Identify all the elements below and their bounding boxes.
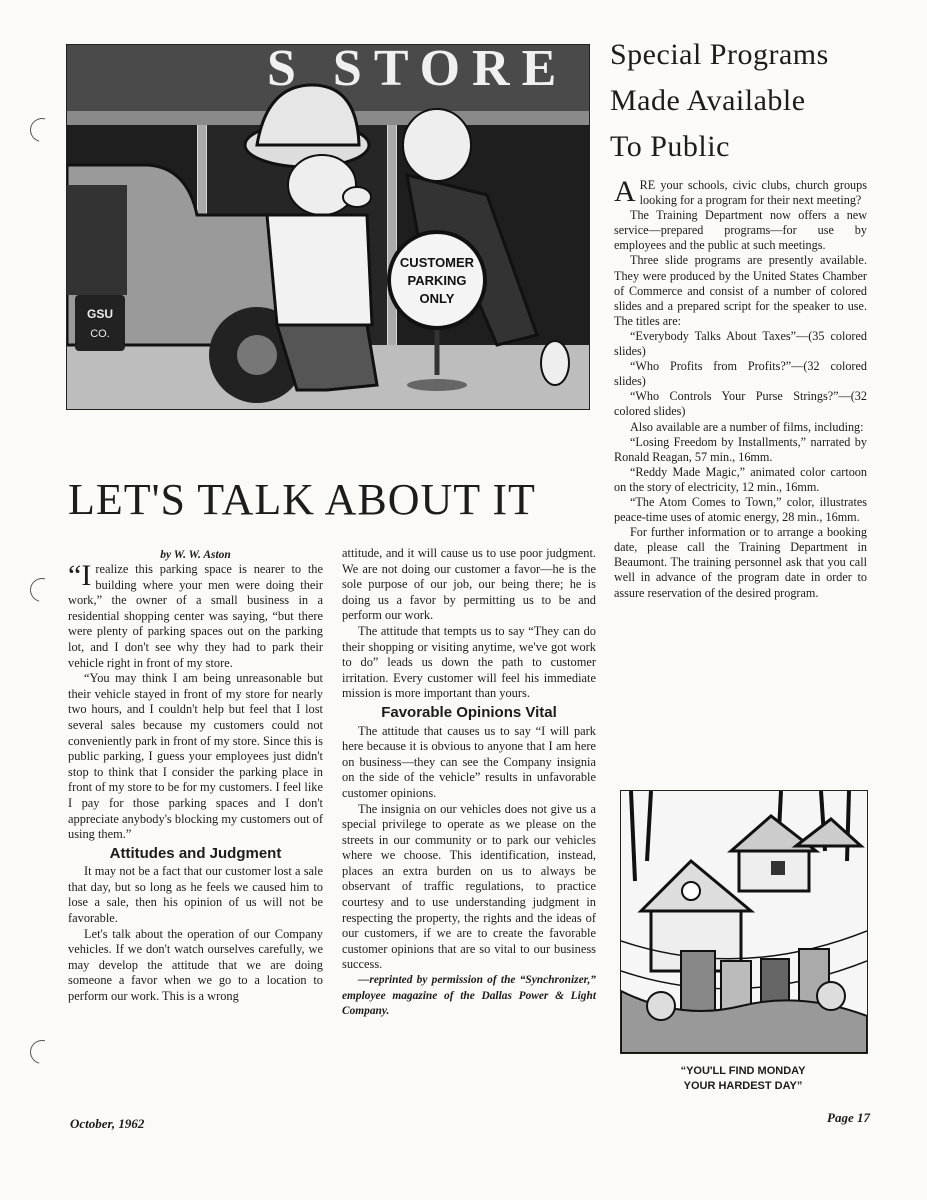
sidebar-paragraph-8: “Losing Freedom by Installments,” narrated by Ronald Reagan, 57 min., 16mm. — [614, 434, 867, 464]
truck-logo-line1: GSU — [86, 307, 114, 321]
article-column-1 — [68, 548, 323, 1005]
sidebar-title — [610, 32, 900, 170]
subhead-favorable: Favorable Opinions Vital — [381, 703, 557, 721]
sidebar-paragraph-5: “Who Profits from Profits?”—(32 colored slides) — [614, 359, 867, 389]
sidebar-article — [614, 175, 867, 601]
parking-cartoon-drawing — [67, 45, 589, 409]
article-column-2 — [342, 546, 596, 1020]
parking-cartoon — [66, 44, 590, 410]
byline: by W. W. Aston — [160, 549, 231, 561]
article-dropcap: “I — [68, 559, 92, 592]
article-paragraph-2: “You may think I am being unreasonable but their vehicle stayed in front of my store for nearly two hours, and I couldn't help but feel that I lost several sales because my customers could not conveniently park in front of my store. Since this is public parking, I guess your employees just didn't stop to think that I consider the parking place in front of my store to be for my customers. I feel like I pay for those parking spaces and I don't appreciate anybody's blocking my customers out of using them.” — [68, 671, 323, 842]
sign-line1: CUSTOMER — [399, 255, 475, 270]
truck-logo-line2: CO. — [90, 328, 110, 340]
sidebar-title-line1: Special Programs — [610, 38, 829, 71]
sign-line2: PARKING — [407, 273, 467, 288]
article-paragraph-3: It may not be a fact that our customer lost a sale that day, but so long as he feels we caused him to lose a sale, then his opinion of us will not be favorable. — [68, 864, 323, 926]
cartoon-caption — [620, 1064, 866, 1094]
sidebar-paragraph-3: Three slide programs are presently available. They were produced by the United States Chamber of Commerce and consist of a number of colored slides and a prepared script for the speaker to use. The titles are: — [614, 253, 867, 328]
binder-hole — [26, 574, 59, 607]
article-paragraph-6: The attitude that causes us to say “I will park here because it is obvious to anyone that I am here on business—they can see the Company insignia on the side of the vehicle” results in unfavorable customer opinions. — [342, 723, 596, 800]
sidebar-paragraph-4: “Everybody Talks About Taxes”—(35 colored slides) — [614, 328, 867, 359]
sidebar-paragraph-7: Also available are a number of films, including: — [630, 419, 864, 434]
sidebar-paragraph-9: “Reddy Made Magic,” animated color cartoon on the story of electricity, 12 min., 16mm. — [614, 464, 867, 494]
article-headline: LET'S TALK ABOUT IT — [68, 475, 536, 524]
sidebar-paragraph-11: For further information or to arrange a booking date, please call the Training Department in Beaumont. The training personnel ask that you call well in advance of the program date in order to assure reservation of the desired program. — [614, 525, 867, 600]
sign-line3: ONLY — [419, 291, 455, 306]
sidebar-dropcap: A — [614, 175, 636, 208]
article-paragraph-4-cont: attitude, and it will cause us to use poor judgment. We are not doing our customer a favor—he is the sole purpose of our job, our being there; he is doing us a favor by permitting us to be and perform our work. — [342, 546, 596, 623]
sidebar-paragraph-1: RE your schools, civic clubs, church groups looking for a program for their next meeting? — [639, 178, 867, 208]
footer-date: October, 1962 — [70, 1116, 145, 1131]
reprint-credit: —reprinted by permission of the “Synchronizer,” employee magazine of the Dallas Power & Light Company. — [342, 974, 596, 1018]
binder-hole — [26, 1036, 59, 1069]
sidebar-paragraph-6: “Who Controls Your Purse Strings?”—(32 colored slides) — [614, 389, 867, 419]
sidebar-paragraph-2: The Training Department now offers a new service—prepared programs—for use by employees and the public at such meetings. — [614, 208, 867, 253]
footer-page-number: Page 17 — [827, 1110, 870, 1125]
article-paragraph-1: realize this parking space is nearer to the building where your men were doing their work,” the owner of a small business in a residential shopping center was saying, “but there were plenty of parking spaces out on the parking lot, and I don't see why they had to park their vehicle right in front of my store. — [68, 562, 323, 670]
laundry-cartoon-drawing — [621, 791, 867, 1053]
cartoon-caption-line1: “YOU'LL FIND MONDAY — [680, 1065, 806, 1077]
article-paragraph-5: The attitude that tempts us to say “They can do their shopping or visiting anytime, we've got work to do” leads us down the path to customer irritation. Every customer will feel his immediate mission is more important than yours. — [342, 623, 596, 701]
article-paragraph-7: The insignia on our vehicles does not give us a special privilege to operate as we please on the streets in our community or to park our vehicles where we choose. This identification, instead, places an extra burden on us to always be observant of traffic regulations, to practice courtesy and to use understanding judgment in respecting the property, the rights and the ideas of our customers, if we are to create the favorable customer opinions that are so vital to our business success. — [342, 801, 596, 972]
sidebar-paragraph-10: “The Atom Comes to Town,” color, illustrates peace-time uses of atomic energy, 28 min., 16mm. — [614, 494, 867, 525]
laundry-cartoon — [620, 790, 868, 1054]
subhead-attitudes: Attitudes and Judgment — [109, 844, 282, 862]
cartoon-caption-line2: YOUR HARDEST DAY” — [683, 1080, 803, 1092]
sidebar-title-line3: To Public — [610, 130, 730, 163]
store-sign-text: S STORE — [267, 45, 569, 97]
article-paragraph-4-start: Let's talk about the operation of our Company vehicles. If we don't watch ourselves carefully, we may develop the attitude that we are doing someone a favor when we go to a location to perform our work. This is a wrong — [68, 926, 323, 1004]
binder-hole — [26, 114, 59, 147]
sidebar-title-line2: Made Available — [610, 84, 806, 117]
